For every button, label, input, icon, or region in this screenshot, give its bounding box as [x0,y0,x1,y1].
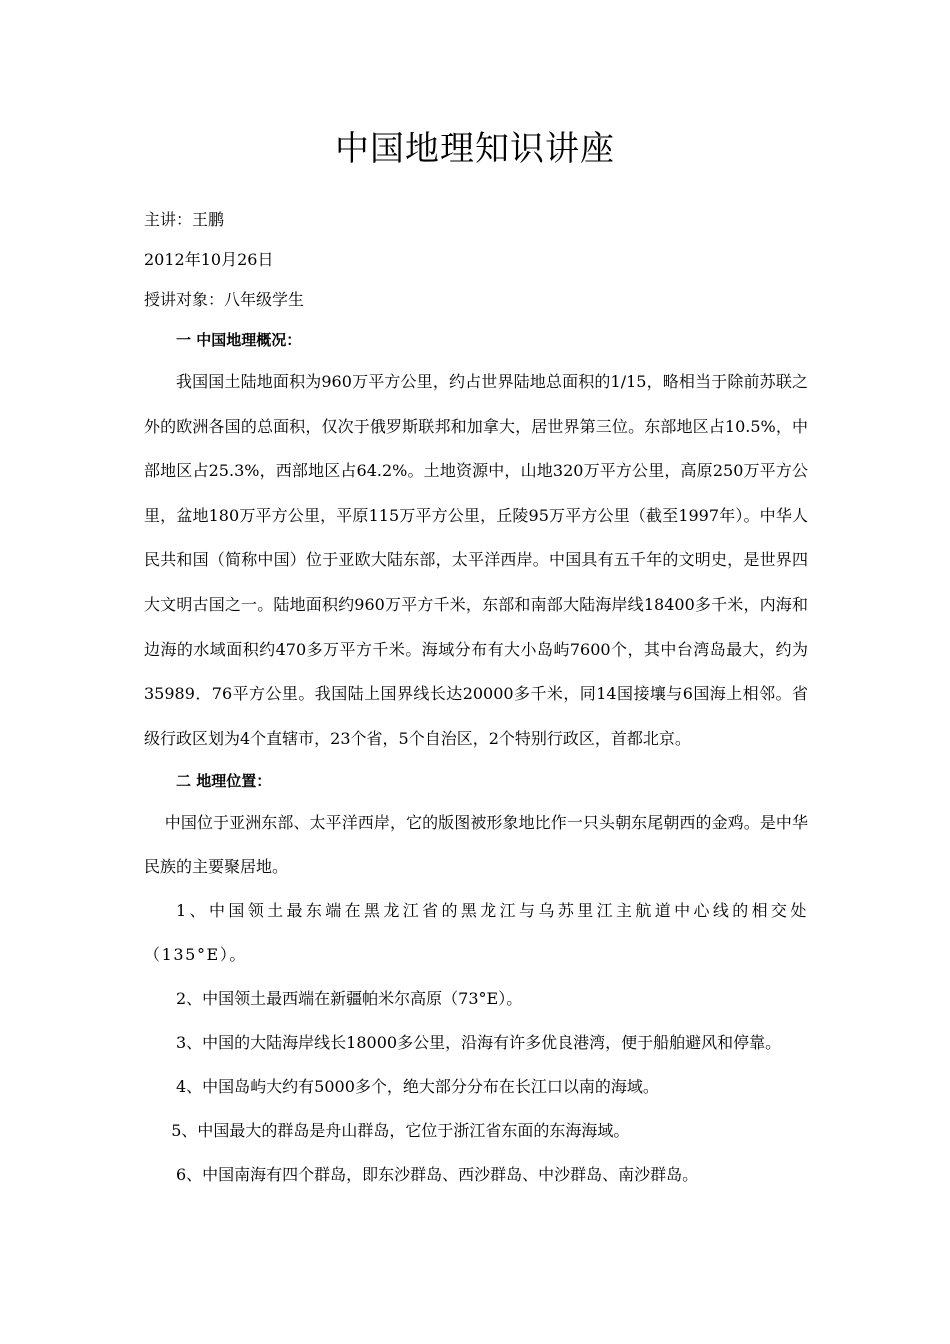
location-paragraph: 中国位于亚洲东部、太平洋西岸，它的版图被形象地比作一只头朝东尾朝西的金鸡。是中华民族的主要聚居地。 [144,813,808,877]
location-item-5: 5、中国最大的群岛是舟山群岛，它位于浙江省东面的东海海域。 [171,1121,630,1141]
section-heading-overview: 一 中国地理概况： [176,331,302,349]
document-body [144,200,808,1197]
section-heading-location: 二 地理位置： [176,772,272,791]
audience-line: 授讲对象：八年级学生 [144,290,305,309]
location-item-6: 6、中国南海有四个群岛，即东沙群岛、西沙群岛、中沙群岛、南沙群岛。 [176,1165,699,1185]
location-item-4: 4、中国岛屿大约有5000多个，绝大部分分布在长江口以南的海域。 [176,1077,659,1097]
location-item-1: 1、中国领土最东端在黑龙江省的黑龙江与乌苏里江主航道中心线的相交处（135°E）。 [144,901,808,965]
location-item-3: 3、中国的大陆海岸线长18000多公里，沿海有许多优良港湾，便于船舶避风和停靠。 [176,1033,782,1053]
date-line: 2012年10月26日 [144,250,274,269]
overview-paragraph: 我国国土陆地面积为960万平方公里，约占世界陆地总面积的1/15，略相当于除前苏联之外的欧洲各国的总面积，仅次于俄罗斯联邦和加拿大，居世界第三位。东部地区占10.5%，中部地区占25.3%，西部地区占64.2%。土地资源中，山地320万平方公里，高原250万平方公里，盆地180万平方公里，平原115万平方公里，丘陵95万平方公里（截至1997年）。中华人民共和国（简称中国）位于亚欧大陆东部，太平洋西岸。中国具有五千年的文明史，是世界四大文明古国之一。陆地面积约960万平方千米，东部和南部大陆海岸线18400多千米，内海和边海的水域面积约470多万平方千米。海域分布有大小岛屿7600个，其中台湾岛最大，约为35989．76平方公里。我国陆上国界线长达20000多千米，同14国接壤与6国海上相邻。省级行政区划为4个直辖市，23个省，5个自治区，2个特别行政区，首都北京。 [144,372,808,748]
document-title: 中国地理知识讲座 [335,129,615,169]
location-item-2: 2、中国领土最西端在新疆帕米尔高原（73°E）。 [176,989,523,1009]
lecturer-line: 主讲：王鹏 [144,210,225,229]
